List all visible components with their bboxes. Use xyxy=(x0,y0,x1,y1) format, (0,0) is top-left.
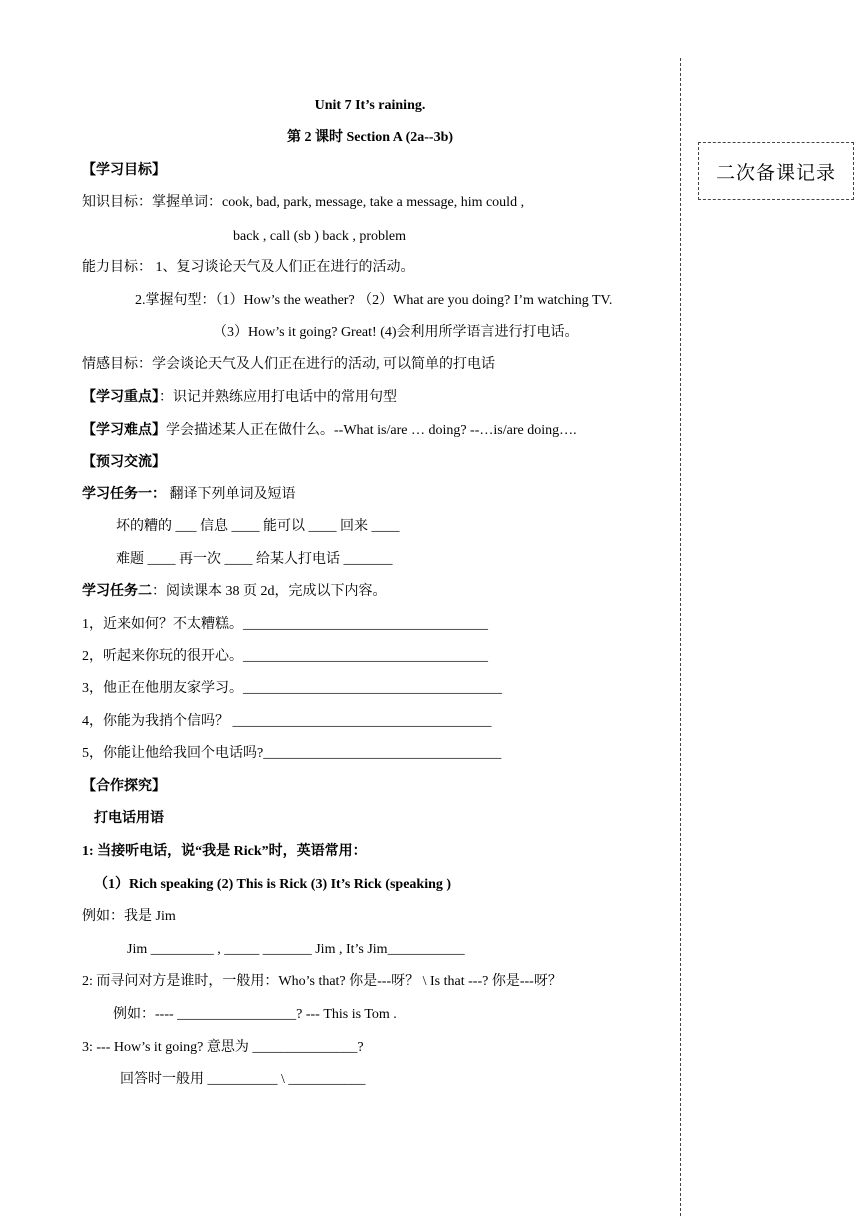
key-point-label: 【学习重点】 xyxy=(82,390,159,405)
phone-rule-3: 3: --- How’s it going? 意思为 _______________? xyxy=(82,1040,364,1055)
phone-rule-2: 2: 而寻问对方是谁时，一般用：Who’s that? 你是---呀？ \ Is that ---? 你是---呀？ xyxy=(82,974,562,989)
document-subtitle: 第 2 课时 Section A (2a--3b) xyxy=(286,130,454,145)
task1-line xyxy=(82,486,296,504)
margin-divider xyxy=(680,58,681,1216)
objectives-heading: 【学习目标】 xyxy=(82,163,166,178)
phone-rule-1-example: 例如：我是 Jim xyxy=(82,909,176,924)
ability-objective-sentences: 2.掌握句型：（1）How’s the weather? （2）What are you doing? I’m watching TV. xyxy=(135,293,613,308)
ability-objective: 能力目标： 1、复习谈论天气及人们正在进行的活动。 xyxy=(82,260,415,275)
phone-rule-3-answer: 回答时一般用 __________ \ ___________ xyxy=(120,1072,366,1087)
task2-text: ：阅读课本 38 页 2d，完成以下内容。 xyxy=(152,584,387,599)
key-point-line xyxy=(82,389,397,407)
question-4: 4，你能为我捎个信吗？ _____________________________________ xyxy=(82,714,492,729)
difficulty-label: 【学习难点】 xyxy=(82,423,166,438)
knowledge-objective-cont: back , call (sb ) back , problem xyxy=(233,229,406,244)
preview-heading: 【预习交流】 xyxy=(82,455,166,470)
phone-rule-1-blanks: Jim _________ , _____ _______ Jim , It’s Jim___________ xyxy=(127,942,465,957)
question-5: 5，你能让他给我回个电话吗?__________________________________ xyxy=(82,746,502,761)
lesson-notes-box xyxy=(698,142,854,200)
difficulty-text: 学会描述某人正在做什么。--What is/are … doing? --…is/are doing…. xyxy=(166,423,577,438)
task1-label: 学习任务一： xyxy=(82,487,166,502)
knowledge-objective: 知识目标：掌握单词：cook, bad, park, message, take a message, him could , xyxy=(82,195,525,210)
difficulty-line xyxy=(82,422,577,440)
emotion-objective: 情感目标：学会谈论天气及人们正在进行的活动, 可以简单的打电话 xyxy=(82,357,495,372)
question-1: 1，近来如何？不太糟糕。___________________________________ xyxy=(82,617,488,632)
question-2: 2，听起来你玩的很开心。___________________________________ xyxy=(82,649,488,664)
question-3: 3，他正在他朋友家学习。_____________________________________ xyxy=(82,681,502,696)
explore-subheading: 打电话用语 xyxy=(94,811,164,826)
task2-line xyxy=(82,583,387,601)
phone-rule-1-options: （1）Rich speaking (2) This is Rick (3) It’s Rick (speaking ) xyxy=(94,877,452,892)
key-point-text: ：识记并熟练应用打电话中的常用句型 xyxy=(159,390,397,405)
document-title: Unit 7 It’s raining. xyxy=(314,98,426,113)
task2-label: 学习任务二 xyxy=(82,584,152,599)
explore-heading: 【合作探究】 xyxy=(82,779,166,794)
task1-text: 翻译下列单词及短语 xyxy=(166,487,296,502)
ability-objective-sentences-cont: （3）How’s it going? Great! (4)会利用所学语言进行打电话。 xyxy=(213,325,579,340)
phone-rule-2-example: 例如：---- _________________? --- This is Tom . xyxy=(113,1007,397,1022)
lesson-notes-label: 二次备课记录 xyxy=(715,161,836,184)
task1-row-1: 坏的糟的 ___ 信息 ____ 能可以 ____ 回来 ____ xyxy=(116,519,400,534)
phone-rule-1: 1: 当接听电话，说“我是 Rick”时，英语常用： xyxy=(82,844,367,859)
task1-row-2: 难题 ____ 再一次 ____ 给某人打电话 _______ xyxy=(116,552,393,567)
